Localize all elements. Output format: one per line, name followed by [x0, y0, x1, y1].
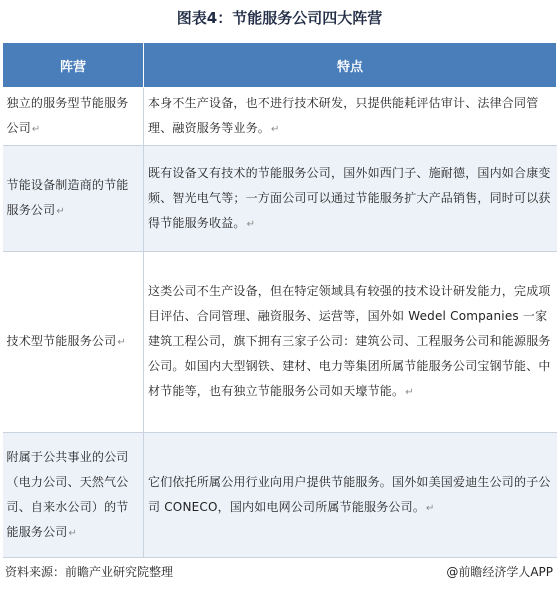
row-type-text: 节能设备制造商的节能服务公司: [6, 178, 129, 217]
table-row: [3, 252, 557, 433]
row-feature-text: 本身不生产设备，也不进行技术研发，只提供能耗评估审计、法律合同管理、融资服务等业务。: [148, 96, 539, 135]
camps-table: [2, 42, 557, 558]
row-type-cell: 技术型节能服务公司↵: [3, 252, 144, 433]
header-camp: 阵营: [3, 43, 144, 88]
header-feature: 特点: [144, 43, 557, 88]
row-type-cell: 独立的服务型节能服务公司↵: [3, 88, 144, 146]
footer: [0, 563, 559, 581]
row-feature-text: 它们依托所属公用行业向用户提供节能服务。国外如美国爱迪生公司的子公司 CONECO，国内如电网公司所属节能服务公司。: [148, 474, 551, 514]
table-row: [3, 146, 557, 252]
source-note: 资料来源：前瞻产业研究院整理: [5, 565, 174, 579]
table-row: [3, 88, 557, 146]
table-row: [3, 433, 557, 558]
figure-title: 图表4：节能服务公司四大阵营: [176, 9, 383, 27]
row-feature-cell: 这类公司不生产设备，但在特定领域具有较强的技术设计研发能力，完成项目评估、合同管理、融资服务、运营等，国外如 Wedel Companies 一家建筑工程公司，旗下拥有三家子公司：建筑公司、工程服务公司和能源服务公司。如国内大型钢铁、建材、电力等集团所属节能服务公司宝钢节能、中材节能等，也有独立节能服务公司如天壕节能。↵: [144, 252, 557, 433]
row-feature-cell: 既有设备又有技术的节能服务公司，国外如西门子、施耐德，国内如合康变频、智光电气等；一方面公司可以通过节能服务扩大产品销售，同时可以获得节能服务收益。↵: [144, 146, 557, 252]
row-type-cell: 节能设备制造商的节能服务公司↵: [3, 146, 144, 252]
app-credit: @前瞻经济学人APP: [446, 565, 553, 579]
row-feature-text: 这类公司不生产设备，但在特定领域具有较强的技术设计研发能力，完成项目评估、合同管理、融资服务、运营等，国外如 Wedel Companies 一家建筑工程公司，旗下拥有三家子公司：建筑公司、工程服务公司和能源服务公司。如国内大型钢铁、建材、电力等集团所属节能服务公司宝钢节能、中材节能等，也有独立节能服务公司如天壕节能。: [148, 284, 551, 398]
row-feature-text: 既有设备又有技术的节能服务公司，国外如西门子、施耐德，国内如合康变频、智光电气等；一方面公司可以通过节能服务扩大产品销售，同时可以获得节能服务收益。: [148, 165, 551, 230]
row-type-cell: 附属于公共事业的公司（电力公司、天然气公司、自来水公司）的节能服务公司↵: [3, 433, 144, 558]
row-feature-cell: 它们依托所属公用行业向用户提供节能服务。国外如美国爱迪生公司的子公司 CONECO，国内如电网公司所属节能服务公司。↵: [144, 433, 557, 558]
table-header-row: [3, 43, 557, 88]
row-feature-cell: 本身不生产设备，也不进行技术研发，只提供能耗评估审计、法律合同管理、融资服务等业务。↵: [144, 88, 557, 146]
row-type-text: 技术型节能服务公司: [6, 334, 117, 348]
row-type-text: 独立的服务型节能服务公司: [6, 96, 129, 135]
row-type-text: 附属于公共事业的公司（电力公司、天然气公司、自来水公司）的节能服务公司: [6, 449, 129, 539]
